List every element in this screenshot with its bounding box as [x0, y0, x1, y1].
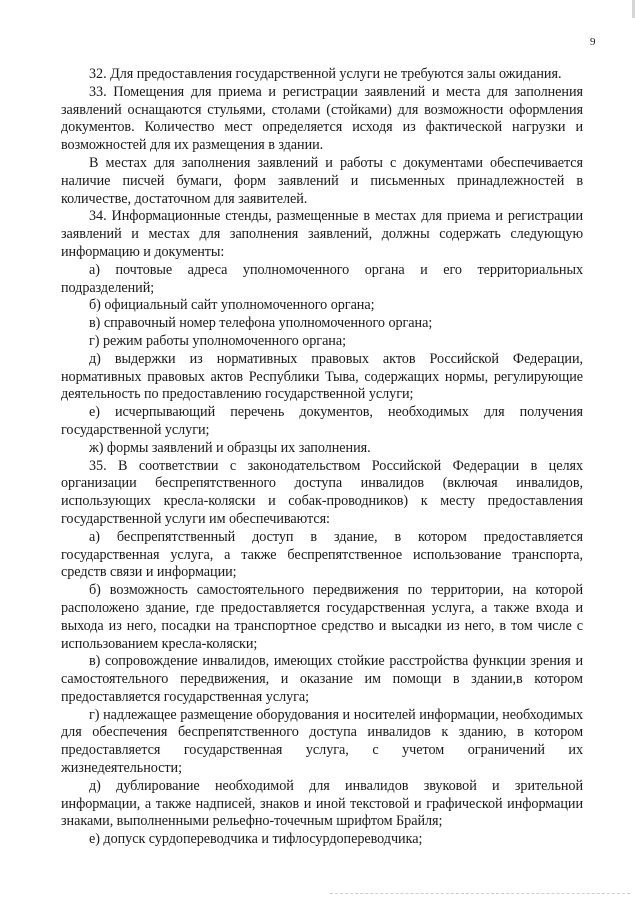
list-item-35g: г) надлежащее размещение оборудования и носителей информации, необходимых для обеспечения беспрепятственного доступа инвалидов к зданию, в котором предоставляется государственная услуга, с учетом ограничений их жизнедеятельности; [61, 706, 583, 777]
list-item-34d: д) выдержки из нормативных правовых актов Российской Федерации, нормативных правовых актов Республики Тыва, содержащих нормы, регулирующие деятельность по предоставлению государственной услуги; [61, 350, 583, 403]
list-item-34a: а) почтовые адреса уполномоченного органа и его территориальных подразделений; [61, 261, 583, 296]
document-body [61, 66, 583, 849]
scan-bottom-line [330, 893, 630, 895]
paragraph-35: 35. В соответствии с законодательством Российской Федерации в целях организации беспрепятственного доступа инвалидов (включая инвалидов, использующих кресла-коляски и собак-проводников) к месту предоставления государственной услуги им обеспечиваются: [61, 457, 583, 527]
list-item-34b: б) официальный сайт уполномоченного органа; [89, 297, 375, 314]
list-item-34v: в) справочный номер телефона уполномоченного органа; [89, 315, 433, 332]
list-item-35e: е) допуск сурдопереводчика и тифлосурдопереводчика; [89, 831, 423, 848]
list-item-35b: б) возможность самостоятельного передвижения по территории, на которой расположено здание, где предоставляется государственная услуга, а также входа и выхода из него, посадки на транспортное средство и высадки из него, в том числе с использованием кресла-коляски; [61, 582, 583, 652]
list-item-35a: а) беспрепятственный доступ в здание, в котором предоставляется государственная услуга, а также беспрепятственное использование транспорта, средств связи и информации; [61, 528, 583, 581]
list-item-35d: д) дублирование необходимой для инвалидов звуковой и зрительной информации, а также надписей, знаков и иной текстовой и графической информации знаками, выполненными рельефно-точечным шрифтом Брайля; [61, 777, 583, 830]
paragraph-34: 34. Информационные стенды, размещенные в местах для приема и регистрации заявлений и местах для заполнения заявлений, должны содержать следующую информацию и документы: [61, 208, 583, 260]
paragraph-32: 32. Для предоставления государственной услуги не требуются залы ожидания. [89, 66, 562, 82]
list-item-34e: е) исчерпывающий перечень документов, необходимых для получения государственной услуги; [61, 404, 583, 438]
list-item-34g: г) режим работы уполномоченного органа; [89, 332, 346, 349]
list-item-34zh: ж) формы заявлений и образцы их заполнения. [89, 439, 371, 456]
list-item-35v: в) сопровождение инвалидов, имеющих стойкие расстройства функции зрения и самостоятельного передвижения, и оказание им помощи в здании,в котором предоставляется государственная услуга; [61, 653, 583, 705]
paragraph-33: 33. Помещения для приема и регистрации заявлений и места для заполнения заявлений оснащаются стульями, столами (стойками) для возможности оформления документов. Количество мест определяется исходя из фактической нагрузки и возможностей для их размещения в здании. [61, 83, 583, 154]
page-number: 9 [590, 36, 596, 48]
paragraph-33-cont: В местах для заполнения заявлений и работы с документами обеспечивается наличие писчей бумаги, форм заявлений и письменных принадлежностей в количестве, достаточном для заявителей. [61, 154, 583, 207]
